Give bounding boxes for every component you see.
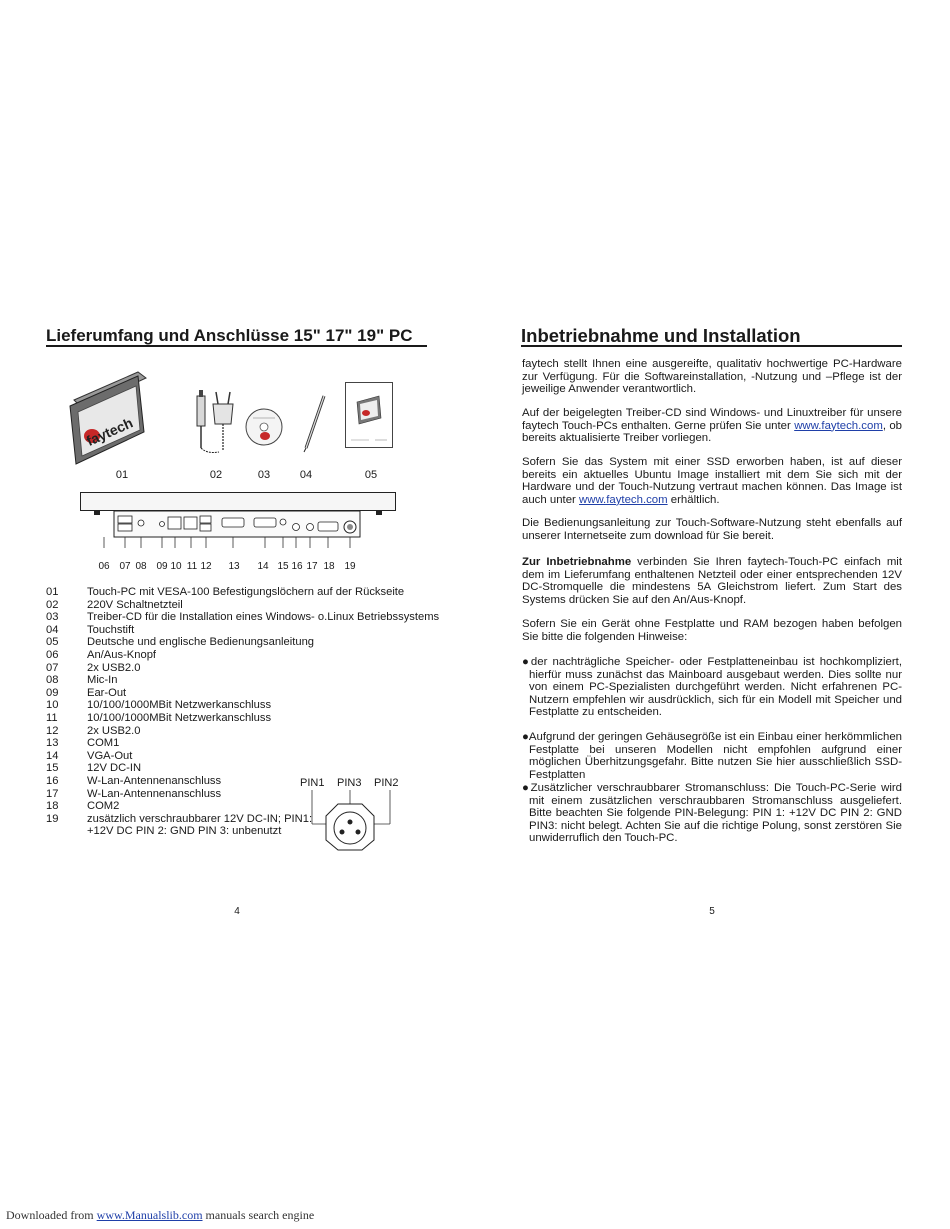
- right-heading-rule: [521, 345, 902, 347]
- connector-panel-illustration: [80, 492, 396, 564]
- port-label-10: 10: [170, 561, 182, 572]
- parts-list-number: [46, 825, 87, 838]
- parts-list-row: [46, 750, 446, 763]
- parts-list-number: 12: [46, 724, 59, 737]
- port-label-09: 09: [156, 561, 168, 572]
- port-label-06: 06: [98, 561, 110, 572]
- parts-list-number: 05: [46, 636, 59, 649]
- parts-list-row: [46, 636, 446, 649]
- port-label-18: 18: [323, 561, 335, 572]
- parts-list-description: zusätzlich verschraubbarer 12V DC-IN; PIN1:: [87, 812, 313, 825]
- ssd-paragraph-end: erhältlich.: [667, 493, 720, 506]
- parts-list-description: COM2: [87, 800, 120, 813]
- pin-label-pin1: PIN1: [300, 777, 325, 789]
- parts-list-number: 09: [46, 686, 59, 699]
- driver-paragraph-text: Auf der beigelegten Treiber-CD sind Windows- und Linuxtreiber für unsere faytech Touch-PCs enthalten. Gerne prüfen Sie unter: [522, 407, 902, 432]
- parts-list-row: [46, 624, 446, 637]
- port-label-11: 11: [186, 561, 198, 572]
- item-label-02: 02: [209, 469, 223, 481]
- touch-stylus-illustration: [300, 394, 330, 454]
- port-label-14: 14: [257, 561, 269, 572]
- download-footer: [6, 1208, 314, 1223]
- footer-prefix: Downloaded from: [6, 1208, 97, 1222]
- hint-bullet-ssd: ●Aufgrund der geringen Gehäusegröße ist ein Einbau einer herkömmlichen Festplatte bei unseren Modellen nicht empfohlen aufgrund einer möglichen Überhitzungsgefahr. Bitte nutzen Sie hier ausschließlich SSD-Festplatten: [522, 731, 902, 781]
- parts-list-description: COM1: [87, 737, 120, 750]
- parts-list-description: 2x USB2.0: [87, 724, 141, 737]
- manualslib-link[interactable]: www.Manualslib.com: [96, 1208, 203, 1222]
- parts-list-row: [46, 674, 446, 687]
- port-label-16: 16: [291, 561, 303, 572]
- startup-bold-label: Zur Inbetriebnahme: [522, 556, 632, 568]
- parts-list-row: [46, 662, 446, 675]
- item-label-03: 03: [257, 469, 271, 481]
- parts-list-description: VGA-Out: [87, 749, 133, 762]
- footer-suffix: manuals search engine: [202, 1208, 315, 1222]
- parts-list-description: Mic-In: [87, 674, 118, 687]
- left-page-heading: Lieferumfang und Anschlüsse 15" 17" 19" PC: [46, 326, 413, 345]
- touch-pc-illustration: [66, 370, 150, 468]
- parts-list-number: 06: [46, 648, 59, 661]
- parts-list-row: [46, 687, 446, 700]
- port-label-19: 19: [344, 561, 356, 572]
- driver-cd-illustration: [245, 408, 283, 446]
- pin-label-pin2: PIN2: [374, 777, 399, 789]
- parts-list-number: 01: [46, 586, 59, 598]
- parts-list-description: Touchstift: [87, 623, 135, 636]
- driver-paragraph-end: , ob bereits aktualisierte Treiber vorliegen.: [522, 419, 903, 445]
- power-adapter-illustration: [193, 390, 241, 456]
- parts-list-number: 15: [46, 762, 59, 775]
- parts-list-number: 04: [46, 623, 59, 636]
- parts-list-description: W-Lan-Antennenanschluss: [87, 787, 222, 800]
- port-label-07: 07: [119, 561, 131, 572]
- parts-list-row: [46, 737, 446, 750]
- parts-list-description: 2x USB2.0: [87, 661, 141, 674]
- parts-list-description: W-Lan-Antennenanschluss: [87, 774, 222, 787]
- pin-label-pin3: PIN3: [337, 777, 362, 789]
- parts-list-number: 07: [46, 661, 59, 674]
- driver-paragraph: [522, 407, 902, 445]
- parts-list-number: 16: [46, 774, 59, 787]
- parts-list-description: 12V DC-IN: [87, 762, 142, 775]
- parts-list-row: [46, 699, 446, 712]
- parts-list-description: Touch-PC mit VESA-100 Befestigungslöchern auf der Rückseite: [87, 586, 405, 598]
- item-label-05: 05: [364, 469, 378, 481]
- parts-list-description: 10/100/1000MBit Netzwerkanschluss: [87, 711, 272, 724]
- parts-list-row: [46, 762, 446, 775]
- parts-list-description: Treiber-CD für die Installation eines Windows- o.Linux Betriebssystems: [87, 611, 440, 624]
- parts-list-row: [46, 586, 446, 599]
- port-label-15: 15: [277, 561, 289, 572]
- parts-list-number: 14: [46, 749, 59, 762]
- dc-in-pin-diagram: [308, 790, 398, 852]
- ssd-paragraph: [522, 456, 902, 506]
- parts-list-number: 03: [46, 611, 59, 624]
- parts-list-description: +12V DC PIN 2: GND PIN 3: unbenutzt: [87, 825, 282, 838]
- parts-list-number: 02: [46, 598, 59, 611]
- parts-list-number: 08: [46, 674, 59, 687]
- faytech-link[interactable]: www.faytech.com: [794, 419, 883, 432]
- port-label-17: 17: [306, 561, 318, 572]
- hints-intro-paragraph: Sofern Sie ein Gerät ohne Festplatte und RAM bezogen haben befolgen Sie bitte die folgenden Hinweise:: [522, 618, 902, 643]
- port-label-13: 13: [228, 561, 240, 572]
- faytech-image-link[interactable]: www.faytech.com: [579, 493, 668, 506]
- parts-list-number: 18: [46, 800, 59, 813]
- parts-list-description: 10/100/1000MBit Netzwerkanschluss: [87, 699, 272, 712]
- parts-list-number: 19: [46, 812, 59, 825]
- manual-paragraph: Die Bedienungsanleitung zur Touch-Software-Nutzung steht ebenfalls auf unserer Internetseite zum download für Sie bereit.: [522, 517, 902, 542]
- hint-bullet-storage: ●der nachträgliche Speicher- oder Festplatteneinbau ist hochkompliziert, hierfür muss zunächst das Mainboard ausgebaut werden. Dies sollte nur von einem PC-Spezialisten durchgeführt werden. Nicht erfahrenen PC-Nutzern empfehlen wir ausdrücklich, sich für ein Modell mit Speicher und Festplatte zu entscheiden.: [522, 656, 902, 719]
- item-label-04: 04: [299, 469, 313, 481]
- item-label-01: 01: [115, 469, 129, 481]
- right-page-heading: Inbetriebnahme und Installation: [521, 325, 801, 346]
- parts-list-row: [46, 649, 446, 662]
- startup-paragraph-text: verbinden Sie Ihren faytech-Touch-PC einfach mit dem im Lieferumfang enthaltenen Netzteil oder einer entsprechenden 12V DC-Stromquelle die mindestens 5A Gleichstrom liefert. Zum Start des Systems drücken Sie auf den An/Aus-Knopf.: [522, 556, 902, 606]
- ssd-paragraph-text: Sofern Sie das System mit einer SSD erworben haben, ist auf dieser bereits ein aktuelles Ubuntu Image installiert mit dem Sie sich mit der Hardware und der Touch-Nutzung vertraut machen können. Das Image ist auch unter: [522, 456, 902, 506]
- parts-list-number: 10: [46, 699, 59, 712]
- left-heading-rule: [46, 345, 427, 347]
- hint-bullet-power: ●Zusätzlicher verschraubbarer Stromanschluss: Die Touch-PC-Serie wird mit einem zusätzlichen verschraubbaren Stromanschluss ausgeliefert. Bitte beachten Sie folgende PIN-Belegung: PIN 1: +12V DC PIN 2: GND PIN3: nicht belegt. Achten Sie auf die richtige Polung, sonst zerstören Sie unwiderruflich den Touch-PC.: [522, 782, 902, 845]
- parts-list-number: 17: [46, 787, 59, 800]
- parts-list-description: An/Aus-Knopf: [87, 648, 157, 661]
- port-label-08: 08: [135, 561, 147, 572]
- parts-list-number: 13: [46, 737, 59, 750]
- parts-list-description: Ear-Out: [87, 686, 127, 699]
- port-label-12: 12: [200, 561, 212, 572]
- parts-list-row: [46, 611, 446, 624]
- manual-booklet-illustration: [345, 382, 393, 448]
- parts-list-row: [46, 712, 446, 725]
- left-page-number: 4: [234, 906, 240, 917]
- intro-paragraph: faytech stellt Ihnen eine ausgereifte, qualitativ hochwertige PC-Hardware zur Verfügung. Für die Softwareinstallation, -Nutzung und –Pflege ist der jeweilige Anwender verantwortlich.: [522, 358, 902, 396]
- parts-list-description: 220V Schaltnetzteil: [87, 598, 183, 611]
- parts-list-row: [46, 599, 446, 612]
- parts-list-row: [46, 725, 446, 738]
- right-page-number: 5: [709, 906, 715, 917]
- startup-paragraph: [522, 556, 902, 606]
- parts-list-description: Deutsche und englische Bedienungsanleitung: [87, 636, 315, 649]
- product-brand-text: faytech: [83, 414, 136, 449]
- parts-list-number: 11: [46, 711, 58, 724]
